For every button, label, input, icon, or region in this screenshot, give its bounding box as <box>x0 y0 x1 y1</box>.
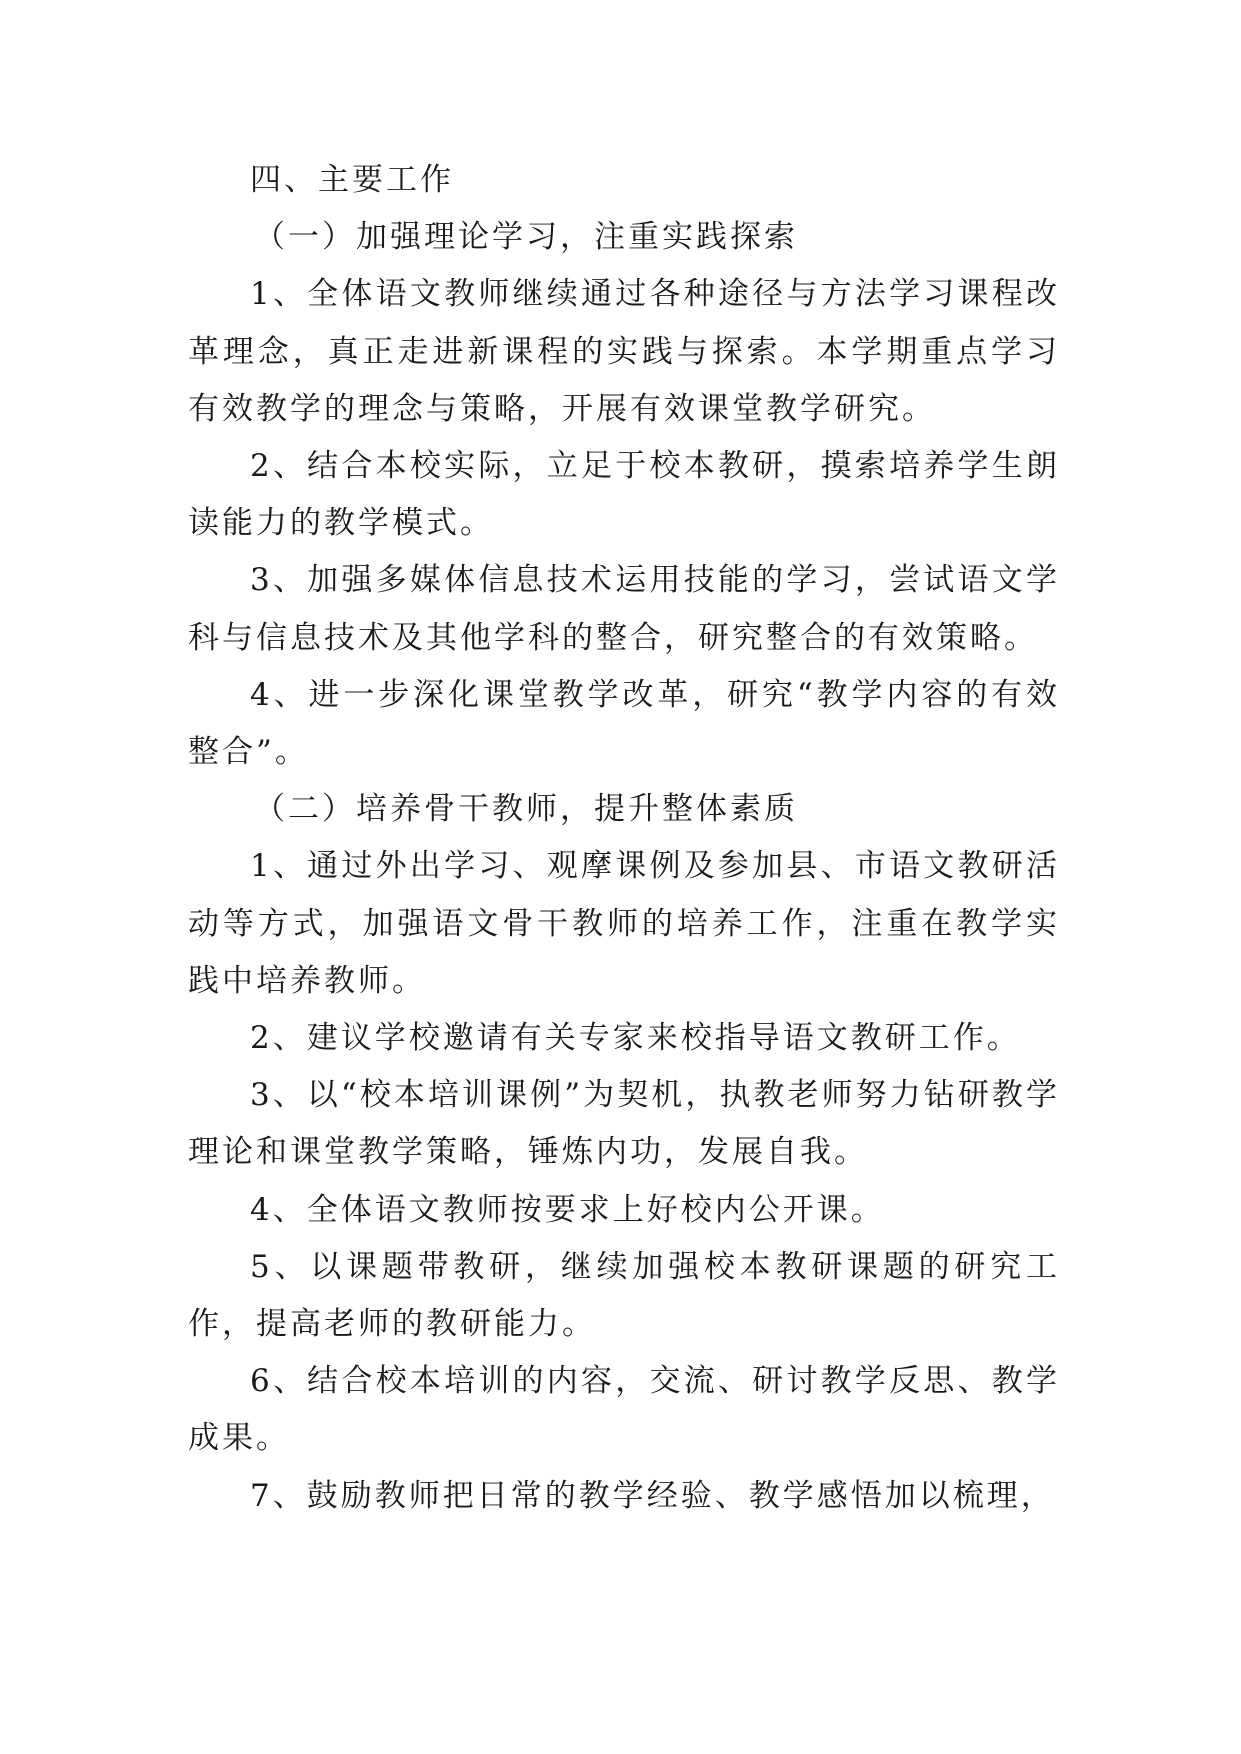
subsection-title-2: （二）培养骨干教师，提升整体素质 <box>254 791 798 828</box>
paragraph-2-7: 7、鼓励教师把日常的教学经验、教学感悟加以梳理， <box>250 1477 1055 1514</box>
document-body <box>188 152 1060 1525</box>
paragraph-2-1: 1、通过外出学习、观摩课例及参加县、市语文教研活动等方式，加强语文骨干教师的培养工作，注重在教学实践中培养教师。 <box>188 848 1060 999</box>
paragraph-2-4: 4、全体语文教师按要求上好校内公开课。 <box>250 1191 885 1228</box>
subsection-title-1: （一）加强理论学习，注重实践探索 <box>254 219 798 256</box>
paragraph-2-6: 6、结合校本培训的内容，交流、研讨教学反思、教学成果。 <box>188 1363 1060 1457</box>
paragraph-2-2: 2、建议学校邀请有关专家来校指导语文教研工作。 <box>250 1020 1021 1057</box>
paragraph-1-2: 2、结合本校实际，立足于校本教研，摸索培养学生朗读能力的教学模式。 <box>188 448 1060 542</box>
paragraph-1-3: 3、加强多媒体信息技术运用技能的学习，尝试语文学科与信息技术及其他学科的整合，研究整合的有效策略。 <box>188 562 1060 656</box>
paragraph-1-1: 1、全体语文教师继续通过各种途径与方法学习课程改革理念，真正走进新课程的实践与探索。本学期重点学习有效教学的理念与策略，开展有效课堂教学研究。 <box>188 276 1060 427</box>
paragraph-1-4: 4、进一步深化课堂教学改革，研究“教学内容的有效整合”。 <box>188 676 1060 771</box>
paragraph-2-3: 3、以“校本培训课例”为契机，执教老师努力钻研教学理论和课堂教学策略，锤炼内功，发展自我。 <box>188 1077 1060 1171</box>
paragraph-2-5: 5、以课题带教研，继续加强校本教研课题的研究工作，提高老师的教研能力。 <box>188 1248 1060 1343</box>
section-heading: 四、主要工作 <box>250 162 454 198</box>
